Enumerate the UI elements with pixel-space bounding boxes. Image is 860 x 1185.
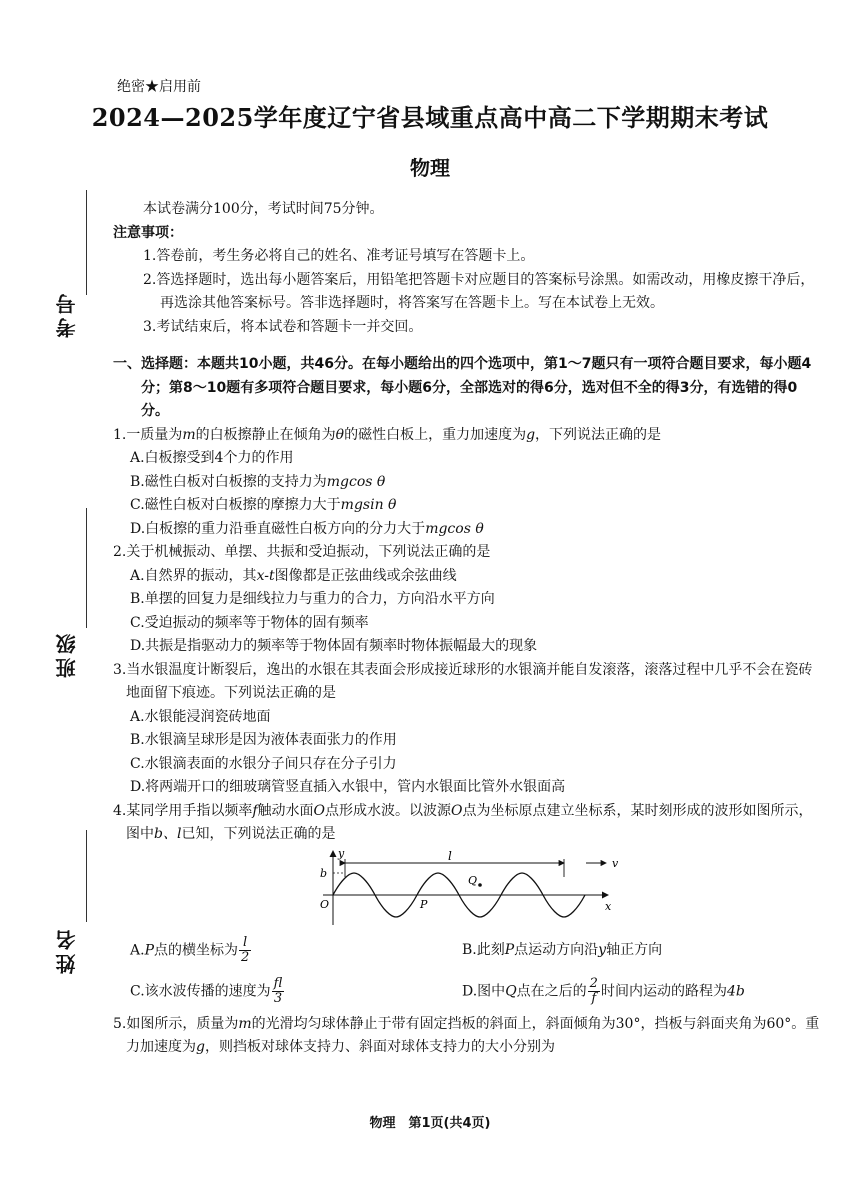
class-label: 班级	[55, 630, 79, 678]
point-q-dot	[478, 883, 482, 887]
wave-figure-container	[113, 847, 825, 927]
question-4-option-d: D.图中Q点在之后的 $\frac{2}{f}$ 时间内运动的路程为4b	[462, 976, 745, 1006]
question-4-options-row-1	[113, 931, 825, 971]
name-field	[50, 830, 110, 980]
question-4-option-b: B.此刻P点运动方向沿y轴正方向	[462, 941, 663, 958]
question-4-option-c: C.该水波传播的速度为 $\frac{fl}{3}$	[130, 976, 283, 1006]
question-2-stem: 2.关于机械振动、单摆、共振和受迫振动，下列说法正确的是	[113, 544, 491, 560]
wave-figure	[308, 849, 628, 929]
q-label: Q	[468, 873, 478, 887]
question-2-option-a: A.自然界的振动，其x-t图像都是正弦曲线或余弦曲线	[130, 567, 457, 584]
origin-label: O	[320, 897, 330, 911]
exam-content	[113, 198, 825, 1060]
exam-number-field	[50, 190, 110, 350]
class-line	[86, 508, 87, 628]
notice-item: 1.答卷前，考生务必将自己的姓名、准考证号填写在答题卡上。	[143, 248, 535, 264]
page-footer: 物理 第1页(共4页)	[369, 1116, 491, 1131]
exam-number-label: 考号	[55, 290, 79, 338]
y-label: y	[338, 848, 345, 860]
question-3-option-c: C.水银滴表面的水银分子间只存在分子引力	[130, 755, 397, 772]
subject-title: 物理	[410, 156, 450, 180]
x-label: x	[605, 899, 612, 913]
b-label: b	[320, 866, 328, 880]
question-3-option-a: A.水银能浸润瓷砖地面	[130, 708, 271, 725]
notice-item: 2.答选择题时，选出每小题答案后，用铅笔把答题卡对应题目的答案标号涂黑。如需改动，用橡皮擦干净后，再选涂其他答案标号。答非选择题时，将答案写在答题卡上。写在本试卷上无效。	[143, 271, 815, 311]
question-3-stem: 3.当水银温度计断裂后，逸出的水银在其表面会形成接近球形的水银滴并能自发滚落，滚落过程中几乎不会在瓷砖地面留下痕迹。下列说法正确的是	[113, 661, 813, 701]
question-4-option-a: A.P点的横坐标为 $\frac{l}{2}$	[130, 935, 250, 965]
l-label: l	[448, 848, 452, 863]
name-label: 姓名	[55, 926, 79, 974]
question-1-option-c: C.磁性白板对白板擦的摩擦力大于mgsin θ	[130, 497, 397, 513]
exam-number-line	[86, 190, 87, 295]
name-line	[86, 830, 87, 922]
confidential-mark: 绝密★启用前	[117, 79, 201, 95]
question-2-option-d: D.共振是指驱动力的频率等于物体固有频率时物体振幅最大的现象	[130, 638, 538, 654]
notice-item: 3.考试结束后，将本试卷和答题卡一并交回。	[143, 318, 423, 335]
class-field	[50, 508, 110, 688]
intro-text: 本试卷满分100分，考试时间75分钟。	[143, 201, 384, 217]
section-heading: 一、选择题：本题共10小题，共46分。在每小题给出的四个选项中，第1～7题只有一项符合题目要求，每小题4分；第8～10题有多项符合题目要求，每小题6分，全部选对的得6分，选对但不全的得3分，有选错的得0分。	[113, 356, 812, 419]
question-4-stem: 4.某同学用手指以频率f触动水面O点形成水波。以波源O点为坐标原点建立坐标系，某时刻形成的波形如图所示，图中b、l已知，下列说法正确的是	[113, 802, 813, 842]
question-2-option-b: B.单摆的回复力是细线拉力与重力的合力，方向沿水平方向	[130, 591, 495, 607]
question-5-stem: 5.如图所示，质量为m的光滑均匀球体静止于带有固定挡板的斜面上，斜面倾角为30°，挡板与斜面夹角为60°。重力加速度为g，则挡板对球体支持力、斜面对球体支持力的大小分别为	[113, 1015, 820, 1055]
notice-heading: 注意事项：	[113, 224, 183, 241]
question-3-option-d: D.将两端开口的细玻璃管竖直插入水银中，管内水银面比管外水银面高	[130, 779, 566, 795]
question-3-option-b: B.水银滴呈球形是因为液体表面张力的作用	[130, 732, 397, 748]
question-1-stem: 1.一质量为m的白板擦静止在倾角为θ的磁性白板上，重力加速度为g，下列说法正确的是	[113, 426, 662, 443]
question-1-option-d: D.白板擦的重力沿垂直磁性白板方向的分力大于mgcos θ	[130, 520, 484, 537]
question-4-options-row-2	[113, 971, 825, 1013]
question-1-option-a: A.白板擦受到4个力的作用	[130, 450, 294, 466]
exam-title: 2024—2025学年度辽宁省县域重点高中高二下学期期末考试	[91, 103, 769, 132]
p-label: P	[420, 897, 428, 911]
question-1-option-b: B.磁性白板对白板擦的支持力为mgcos θ	[130, 473, 386, 490]
question-2-option-c: C.受迫振动的频率等于物体的固有频率	[130, 614, 369, 631]
v-label: v	[612, 856, 619, 870]
